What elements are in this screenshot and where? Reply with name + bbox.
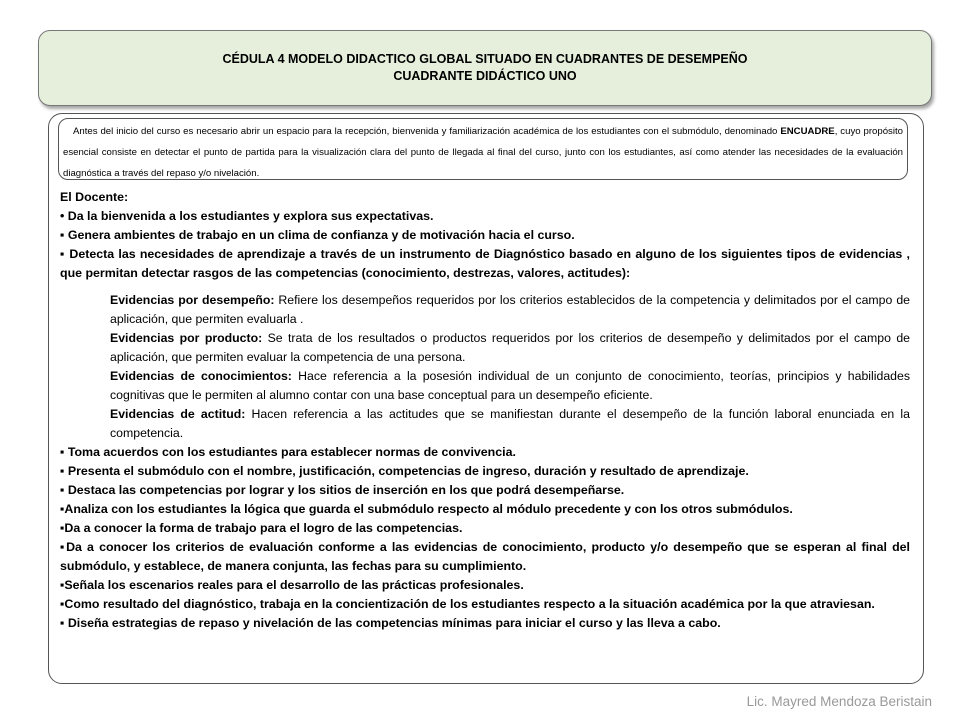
evidence-label: Evidencias de actitud: <box>110 407 246 421</box>
evidence-item <box>110 367 910 405</box>
evidence-text: Refiere los desempeños requeridos por los criterios establecidos de la competencia y delimitados por el campo de aplicación, que permiten evaluarla . <box>110 293 910 326</box>
list-item: ▪Señala los escenarios reales para el desarrollo de las prácticas profesionales. <box>60 578 524 592</box>
evidence-text: Hace referencia a la posesión individual de un conjunto de conocimiento, teorías, principios y habilidades cognitivas que le permiten al alumno contar con una base conceptual para un desempeño eficiente. <box>110 369 910 402</box>
title-line-1: CÉDULA 4 MODELO DIDACTICO GLOBAL SITUADO EN CUADRANTES DE DESEMPEÑO <box>222 52 748 66</box>
docente-heading: El Docente: <box>60 190 129 204</box>
intro-text-start: Antes del inicio del curso es necesario abrir un espacio para la recepción, bienvenida y familiarización académica de los estudiantes con el submódulo, denominado <box>73 126 781 137</box>
list-item: ▪ Detecta las necesidades de aprendizaje a través de un instrumento de Diagnóstico basado en alguno de los siguientes tipos de evidencias , que permitan detectar rasgos de las competencias (conocimiento, destrezas, valores, actitudes): <box>60 247 910 280</box>
evidence-label: Evidencias por desempeño: <box>110 293 275 307</box>
list-item: ▪Analiza con los estudiantes la lógica que guarda el submódulo respecto al módulo precedente y con los otros submódulos. <box>60 502 793 516</box>
list-item: ▪ Toma acuerdos con los estudiantes para establecer normas de convivencia. <box>60 445 516 459</box>
evidence-text: Se trata de los resultados o productos requeridos por los criterios de desempeño y delimitados por el campo de aplicación, que permiten evaluar la competencia de una persona. <box>110 331 910 364</box>
list-item: ▪Da a conocer los criterios de evaluación conforme a las evidencias de conocimiento, producto y/o desempeño que se esperan al final del submódulo, y establece, de manera conjunta, las fechas para su cumplimiento. <box>60 540 910 573</box>
docente-list-bottom <box>60 443 910 633</box>
list-item: ▪ Diseña estrategias de repaso y nivelación de las competencias mínimas para iniciar el curso y las lleva a cabo. <box>60 616 721 630</box>
author-footer: Lic. Mayred Mendoza Beristain <box>746 694 932 709</box>
evidence-label: Evidencias de conocimientos: <box>110 369 292 383</box>
intro-box <box>58 118 908 180</box>
evidence-item <box>110 291 910 329</box>
evidence-list <box>110 291 910 443</box>
intro-text-end: , cuyo propósito esencial consiste en detectar el punto de partida para la visualización clara del punto de llegada al final del curso, junto con los estudiantes, así como atender las necesidades de la evaluación diagnóstica a través del repaso y/o nivelación. <box>63 126 903 179</box>
intro-keyword: ENCUADRE <box>780 126 835 137</box>
docente-list-top <box>60 207 910 283</box>
evidence-text: Hacen referencia a las actitudes que se manifiestan durante el desempeño de la función laboral enunciada en la competencia. <box>110 407 911 440</box>
docente-section <box>60 188 910 633</box>
evidence-label: Evidencias por producto: <box>110 331 263 345</box>
list-item: ▪ Presenta el submódulo con el nombre, justificación, competencias de ingreso, duración y resultado de aprendizaje. <box>60 464 749 478</box>
list-item: ▪ Destaca las competencias por lograr y los sitios de inserción en los que podrá desempeñarse. <box>60 483 625 497</box>
list-item: • Da la bienvenida a los estudiantes y explora sus expectativas. <box>60 209 434 223</box>
title-line-2: CUADRANTE DIDÁCTICO UNO <box>393 69 577 83</box>
evidence-item <box>110 405 910 443</box>
list-item: ▪ Genera ambientes de trabajo en un clima de confianza y de motivación hacia el curso. <box>60 228 575 242</box>
list-item: ▪Da a conocer la forma de trabajo para el logro de las competencias. <box>60 521 463 535</box>
title-banner <box>38 30 932 106</box>
list-item: ▪Como resultado del diagnóstico, trabaja en la concientización de los estudiantes respecto a la situación académica por la que atraviesan. <box>60 597 875 611</box>
evidence-item <box>110 329 910 367</box>
